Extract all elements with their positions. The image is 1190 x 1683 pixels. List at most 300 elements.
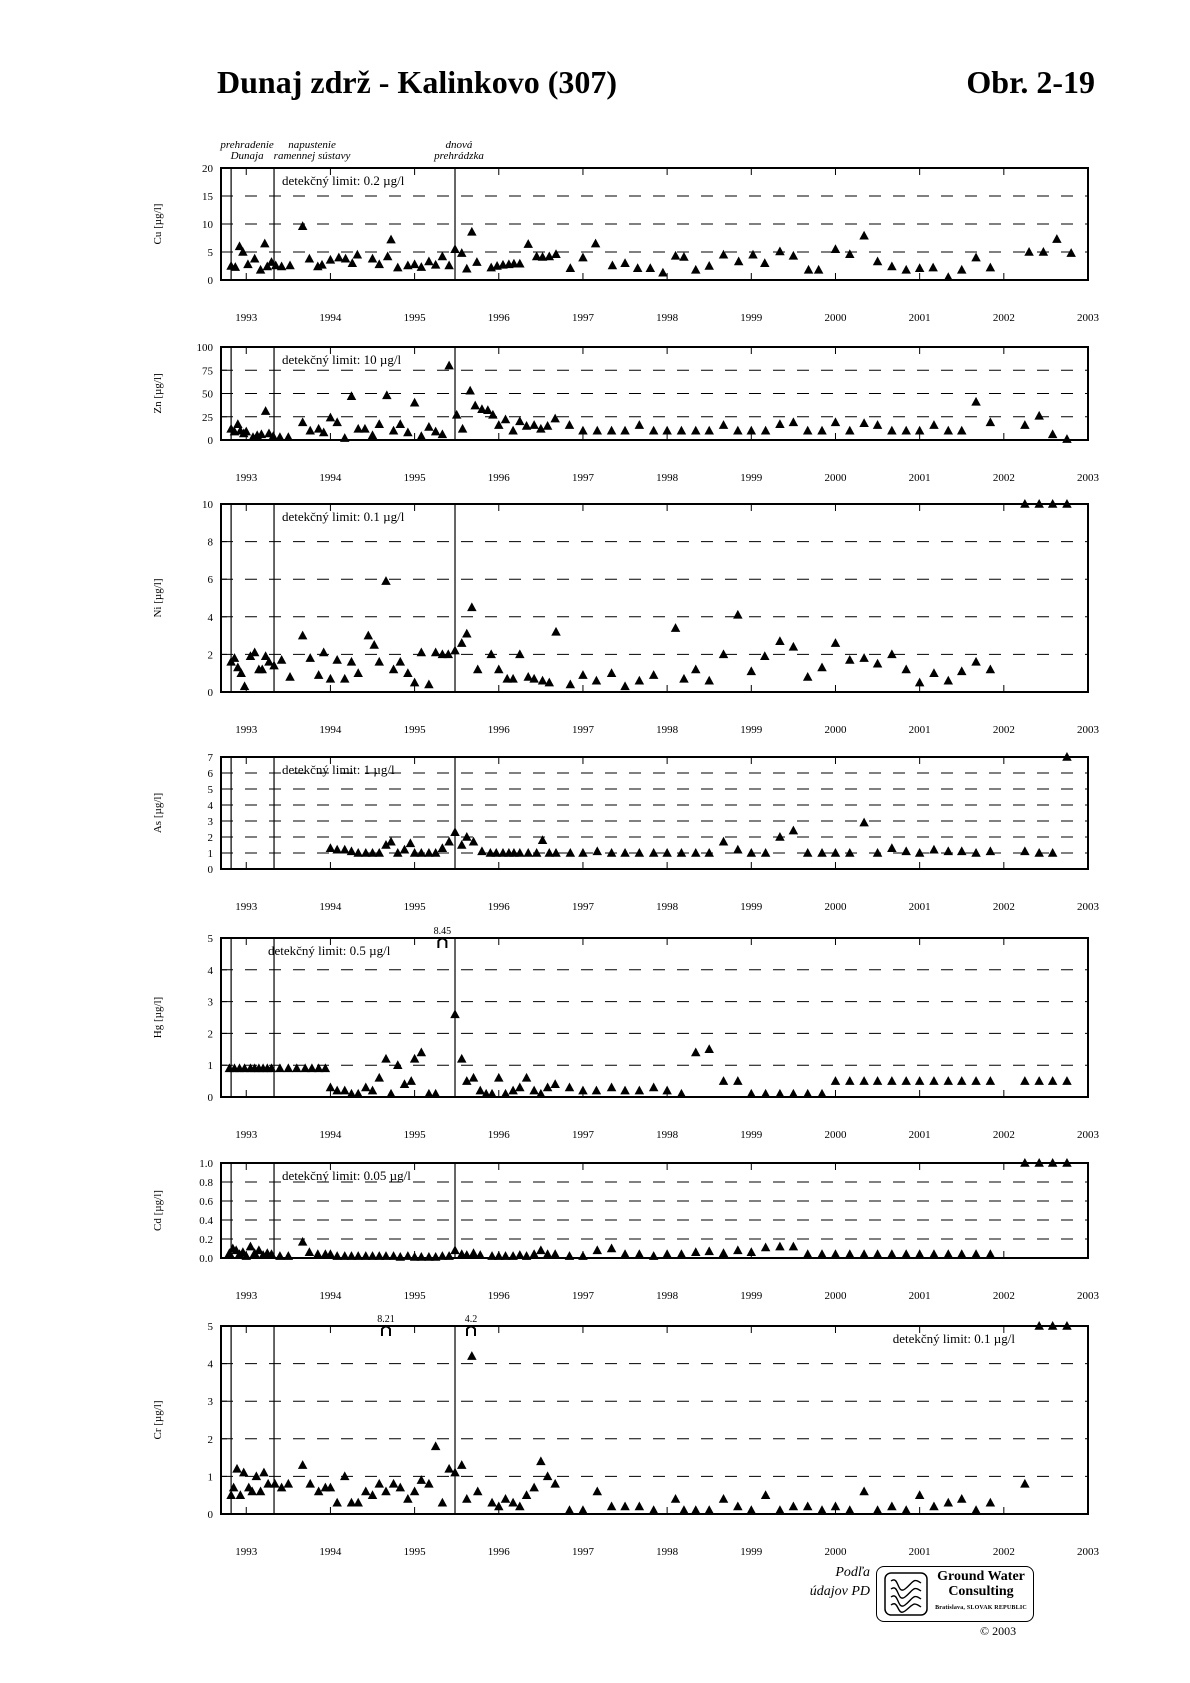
data-point — [284, 432, 294, 441]
data-point — [501, 415, 511, 424]
y-tick-label: 2 — [207, 832, 213, 844]
data-point — [1048, 848, 1058, 857]
data-point — [374, 419, 384, 428]
detection-limit-label: detekčný limit: 10 µg/l — [282, 352, 402, 367]
data-point — [229, 1483, 239, 1492]
offscale-marker — [467, 1327, 475, 1337]
data-point — [859, 231, 869, 240]
y-axis-label: As [µg/l] — [152, 792, 164, 834]
data-point — [691, 1247, 701, 1256]
data-point — [887, 843, 897, 852]
data-point — [353, 1251, 363, 1260]
data-point — [789, 251, 799, 260]
data-point — [381, 576, 391, 585]
data-point — [469, 1248, 479, 1257]
data-point — [775, 832, 785, 841]
data-point — [873, 1505, 883, 1514]
data-point — [928, 263, 938, 272]
data-point — [986, 664, 996, 673]
data-point — [635, 676, 645, 685]
data-point — [646, 263, 656, 272]
data-point — [275, 1251, 285, 1260]
y-tick-label: 50 — [202, 388, 213, 401]
data-point — [929, 1249, 939, 1258]
data-point — [635, 1086, 645, 1095]
data-point — [292, 1063, 302, 1072]
data-point — [719, 250, 729, 259]
data-point — [971, 1505, 981, 1514]
data-point — [719, 420, 729, 429]
data-point — [831, 1249, 841, 1258]
data-point — [620, 1249, 630, 1258]
data-point — [406, 838, 416, 847]
x-tick-label: 1995 — [403, 901, 426, 913]
data-point — [817, 848, 827, 857]
data-point — [845, 655, 855, 664]
y-tick-label: 5 — [207, 1321, 213, 1333]
event-label: ramennej sústavy — [273, 150, 351, 162]
data-point — [250, 254, 259, 263]
figure-number: Obr. 2-19 — [966, 64, 1095, 100]
data-point — [383, 251, 393, 260]
y-axis-label: Hg [µg/l] — [152, 996, 164, 1039]
x-tick-label: 2001 — [908, 1129, 931, 1141]
data-point — [691, 1047, 701, 1056]
data-point — [353, 668, 363, 677]
data-point — [679, 252, 689, 261]
data-point — [1048, 429, 1058, 438]
data-point — [859, 1486, 869, 1495]
data-point — [522, 1073, 532, 1082]
x-tick-label: 1993 — [235, 1546, 258, 1558]
data-point — [873, 1249, 883, 1258]
data-point — [529, 1483, 539, 1492]
data-point — [298, 1460, 308, 1469]
data-point — [550, 1079, 560, 1088]
y-tick-label: 15 — [202, 191, 213, 203]
data-point — [256, 1486, 266, 1495]
data-point — [501, 1251, 511, 1260]
y-tick-label: 0 — [207, 687, 213, 699]
data-point — [550, 1479, 560, 1488]
y-tick-label: 0.0 — [199, 1253, 213, 1265]
data-point — [476, 1250, 486, 1259]
data-point — [789, 826, 799, 835]
data-point — [467, 602, 477, 611]
data-point — [679, 1505, 689, 1514]
data-point — [733, 426, 743, 435]
x-tick-label: 1994 — [319, 724, 342, 736]
event-label: Dunaja — [230, 150, 264, 162]
data-point — [1034, 1076, 1044, 1085]
data-point — [986, 417, 996, 426]
x-tick-label: 1997 — [571, 1546, 594, 1558]
data-point — [340, 433, 350, 442]
x-tick-label: 2000 — [824, 1129, 847, 1141]
data-point — [386, 1089, 396, 1098]
data-point — [704, 426, 714, 435]
data-point — [536, 1456, 546, 1465]
data-point — [462, 1494, 472, 1503]
data-point — [633, 263, 643, 272]
data-point — [340, 1086, 350, 1095]
data-point — [538, 676, 548, 685]
data-point — [649, 1505, 659, 1514]
data-point — [814, 265, 824, 274]
data-point — [789, 1501, 799, 1510]
data-point — [410, 259, 420, 268]
data-point — [845, 1076, 855, 1085]
x-tick-label: 1993 — [235, 1290, 258, 1302]
y-tick-label: 0.6 — [199, 1196, 213, 1208]
data-point — [543, 421, 553, 430]
data-point — [522, 1490, 532, 1499]
data-point — [487, 1498, 497, 1507]
data-point — [593, 1486, 603, 1495]
data-point — [817, 1505, 827, 1514]
data-point — [259, 1468, 269, 1477]
data-point — [901, 1505, 911, 1514]
data-point — [578, 670, 588, 679]
x-tick-label: 2000 — [824, 472, 847, 484]
data-point — [593, 846, 603, 855]
x-tick-label: 2003 — [1077, 312, 1099, 324]
y-tick-label: 0 — [207, 275, 213, 287]
y-tick-label: 3 — [207, 1396, 213, 1409]
data-point — [817, 663, 827, 672]
data-point — [733, 610, 743, 619]
data-point — [845, 426, 855, 435]
y-tick-label: 5 — [207, 933, 213, 945]
data-point — [469, 1073, 479, 1082]
data-point — [393, 1060, 403, 1069]
y-axis-label: Ni [µg/l] — [152, 578, 164, 618]
x-tick-label: 1998 — [656, 1129, 679, 1141]
wave-logo-icon — [883, 1571, 929, 1617]
y-axis-label: Cd [µg/l] — [152, 1190, 164, 1231]
x-tick-label: 1995 — [403, 472, 426, 484]
data-point — [457, 840, 467, 849]
data-point — [873, 659, 883, 668]
data-point — [845, 1505, 855, 1514]
offscale-marker — [382, 1327, 390, 1337]
data-point — [410, 678, 420, 687]
x-tick-label: 1995 — [403, 724, 426, 736]
data-point — [691, 664, 701, 673]
data-point — [340, 1471, 350, 1480]
data-point — [804, 265, 814, 274]
x-tick-label: 2002 — [992, 1290, 1015, 1302]
data-point — [944, 1076, 954, 1085]
data-point — [543, 1082, 553, 1091]
y-tick-label: 0 — [207, 1509, 213, 1521]
y-tick-label: 0.2 — [199, 1234, 213, 1246]
data-point — [831, 638, 841, 647]
cd-chart — [152, 1158, 1100, 1302]
data-point — [314, 670, 324, 679]
data-point — [565, 1505, 575, 1514]
x-tick-label: 1995 — [403, 312, 426, 324]
data-point — [929, 1076, 939, 1085]
detection-limit-label: detekčný limit: 0.1 µg/l — [892, 1331, 1015, 1346]
offscale-value-label: 8.21 — [377, 1314, 395, 1325]
data-point — [389, 1479, 399, 1488]
logo-line-2: Consulting — [948, 1584, 1014, 1599]
company-logo — [876, 1566, 1034, 1622]
data-point — [313, 1249, 323, 1258]
data-point — [275, 432, 285, 441]
data-point — [901, 426, 911, 435]
logo-subtext: Bratislava, SLOVAK REPUBLIC — [935, 1605, 1027, 1611]
data-point — [431, 1089, 441, 1098]
data-point — [789, 1242, 799, 1251]
data-point — [887, 1249, 897, 1258]
data-point — [457, 1054, 467, 1063]
data-point — [671, 1494, 681, 1503]
x-tick-label: 1997 — [571, 1290, 594, 1302]
offscale-marker — [438, 939, 446, 949]
cr-chart — [152, 1314, 1100, 1558]
data-point — [775, 246, 785, 255]
data-point — [438, 1498, 448, 1507]
x-tick-label: 2000 — [824, 312, 847, 324]
y-tick-label: 2 — [207, 1433, 213, 1446]
data-point — [515, 259, 525, 268]
data-point — [457, 1460, 467, 1469]
data-point — [1020, 846, 1029, 855]
data-point — [226, 1490, 236, 1499]
x-tick-label: 1994 — [319, 312, 342, 324]
x-tick-label: 2001 — [908, 724, 931, 736]
data-point — [761, 848, 771, 857]
data-point — [957, 1494, 967, 1503]
data-point — [305, 653, 315, 662]
x-tick-label: 2003 — [1077, 1129, 1099, 1141]
data-point — [532, 848, 542, 857]
x-tick-label: 1996 — [487, 1290, 510, 1302]
data-point — [374, 1073, 384, 1082]
data-point — [319, 648, 329, 657]
data-point — [760, 258, 770, 267]
data-point — [469, 837, 479, 846]
y-tick-label: 6 — [207, 768, 213, 780]
data-point — [887, 649, 897, 658]
x-tick-label: 2003 — [1077, 1546, 1099, 1558]
y-tick-label: 20 — [202, 163, 213, 175]
x-tick-label: 1999 — [740, 724, 763, 736]
data-point — [719, 1076, 729, 1085]
x-tick-label: 1995 — [403, 1129, 426, 1141]
data-point — [347, 657, 357, 666]
y-tick-label: 6 — [207, 574, 213, 587]
data-point — [550, 1249, 560, 1258]
x-tick-label: 1999 — [740, 1129, 763, 1141]
data-point — [450, 244, 460, 253]
data-point — [971, 657, 981, 666]
data-point — [620, 1501, 630, 1510]
data-point — [915, 426, 925, 435]
data-point — [462, 264, 472, 273]
data-point — [887, 1076, 897, 1085]
x-tick-label: 1993 — [235, 901, 258, 913]
data-point — [277, 655, 287, 664]
x-tick-label: 1993 — [235, 724, 258, 736]
data-point — [915, 1490, 925, 1499]
data-point — [424, 257, 434, 266]
data-point — [284, 1251, 294, 1260]
data-point — [368, 254, 378, 263]
data-point — [417, 431, 427, 440]
data-point — [986, 1076, 996, 1085]
x-tick-label: 1994 — [319, 1290, 342, 1302]
data-point — [873, 1076, 883, 1085]
x-tick-label: 1999 — [740, 1290, 763, 1302]
x-tick-label: 2001 — [908, 312, 931, 324]
data-point — [775, 636, 785, 645]
data-point — [761, 426, 771, 435]
detection-limit-label: detekčný limit: 0.1 µg/l — [282, 509, 405, 524]
data-point — [662, 848, 672, 857]
data-point — [578, 253, 588, 262]
data-point — [986, 846, 996, 855]
data-point — [417, 648, 427, 657]
data-point — [450, 1009, 460, 1018]
data-point — [543, 1471, 553, 1480]
data-point — [944, 846, 954, 855]
zn-chart — [152, 342, 1100, 484]
data-point — [240, 681, 250, 690]
data-point — [845, 1249, 855, 1258]
x-tick-label: 1998 — [656, 724, 679, 736]
data-point — [462, 629, 472, 638]
data-point — [275, 1063, 285, 1072]
data-point — [719, 649, 729, 658]
y-tick-label: 3 — [207, 996, 213, 1009]
data-point — [671, 623, 681, 632]
x-tick-label: 1994 — [319, 1129, 342, 1141]
data-point — [803, 426, 813, 435]
data-point — [1020, 420, 1029, 429]
data-point — [944, 1498, 954, 1507]
data-point — [986, 1249, 996, 1258]
x-tick-label: 1999 — [740, 901, 763, 913]
y-tick-label: 25 — [202, 411, 213, 424]
data-point — [232, 1464, 242, 1473]
data-point — [565, 420, 575, 429]
data-point — [473, 664, 483, 673]
x-tick-label: 2002 — [992, 724, 1015, 736]
data-point — [467, 227, 477, 236]
x-tick-label: 1993 — [235, 312, 258, 324]
data-point — [270, 1479, 280, 1488]
data-point — [649, 1082, 659, 1091]
x-tick-label: 2003 — [1077, 901, 1099, 913]
data-point — [389, 664, 399, 673]
detection-limit-label: detekčný limit: 0.05 µg/l — [282, 1168, 411, 1183]
data-point — [332, 845, 342, 854]
data-point — [578, 426, 588, 435]
data-point — [393, 263, 403, 272]
data-point — [403, 1494, 413, 1503]
data-point — [450, 827, 460, 836]
y-tick-label: 7 — [207, 752, 213, 764]
data-point — [298, 417, 308, 426]
data-point — [915, 678, 925, 687]
data-point — [1039, 247, 1049, 256]
data-point — [431, 1441, 441, 1450]
data-point — [462, 832, 472, 841]
data-point — [747, 666, 757, 675]
data-point — [761, 1243, 771, 1252]
data-point — [347, 391, 357, 400]
data-point — [704, 848, 714, 857]
data-point — [803, 1249, 813, 1258]
hg-chart — [152, 926, 1100, 1141]
data-point — [662, 1249, 672, 1258]
data-point — [360, 424, 370, 433]
data-point — [340, 845, 350, 854]
y-tick-label: 2 — [207, 1028, 213, 1041]
data-point — [403, 428, 413, 437]
data-point — [971, 397, 981, 406]
data-point — [364, 631, 374, 640]
data-point — [873, 848, 883, 857]
x-tick-label: 1997 — [571, 724, 594, 736]
data-point — [971, 848, 981, 857]
data-point — [704, 1505, 714, 1514]
data-point — [971, 1249, 981, 1258]
data-point — [859, 1249, 869, 1258]
data-point — [1024, 247, 1034, 256]
data-point — [444, 837, 454, 846]
data-point — [233, 419, 243, 428]
data-point — [635, 848, 645, 857]
x-tick-label: 2000 — [824, 1546, 847, 1558]
data-point — [677, 1249, 687, 1258]
data-point — [501, 1089, 511, 1098]
logo-title — [931, 1569, 1031, 1599]
data-point — [472, 257, 482, 266]
x-tick-label: 1994 — [319, 472, 342, 484]
data-point — [417, 1047, 427, 1056]
x-tick-label: 1997 — [571, 1129, 594, 1141]
data-point — [620, 681, 630, 690]
data-point — [775, 419, 785, 428]
data-point — [620, 1086, 630, 1095]
data-point — [957, 1249, 967, 1258]
data-point — [873, 420, 883, 429]
logo-line-1: Ground Water — [937, 1569, 1025, 1584]
offscale-value-label: 8.45 — [433, 926, 452, 937]
data-point — [859, 1076, 869, 1085]
data-point — [305, 1247, 315, 1256]
data-point — [691, 848, 701, 857]
y-tick-label: 0.4 — [199, 1215, 213, 1227]
data-point — [566, 263, 576, 272]
data-point — [915, 263, 925, 272]
data-point — [578, 1505, 588, 1514]
x-tick-label: 2003 — [1077, 472, 1099, 484]
data-point — [353, 250, 363, 259]
x-tick-label: 2001 — [908, 1546, 931, 1558]
data-point — [944, 676, 954, 685]
data-point — [353, 848, 363, 857]
data-point — [332, 1498, 342, 1507]
data-point — [1048, 1076, 1058, 1085]
data-point — [305, 254, 315, 263]
data-point — [458, 424, 468, 433]
data-point — [361, 1082, 371, 1091]
